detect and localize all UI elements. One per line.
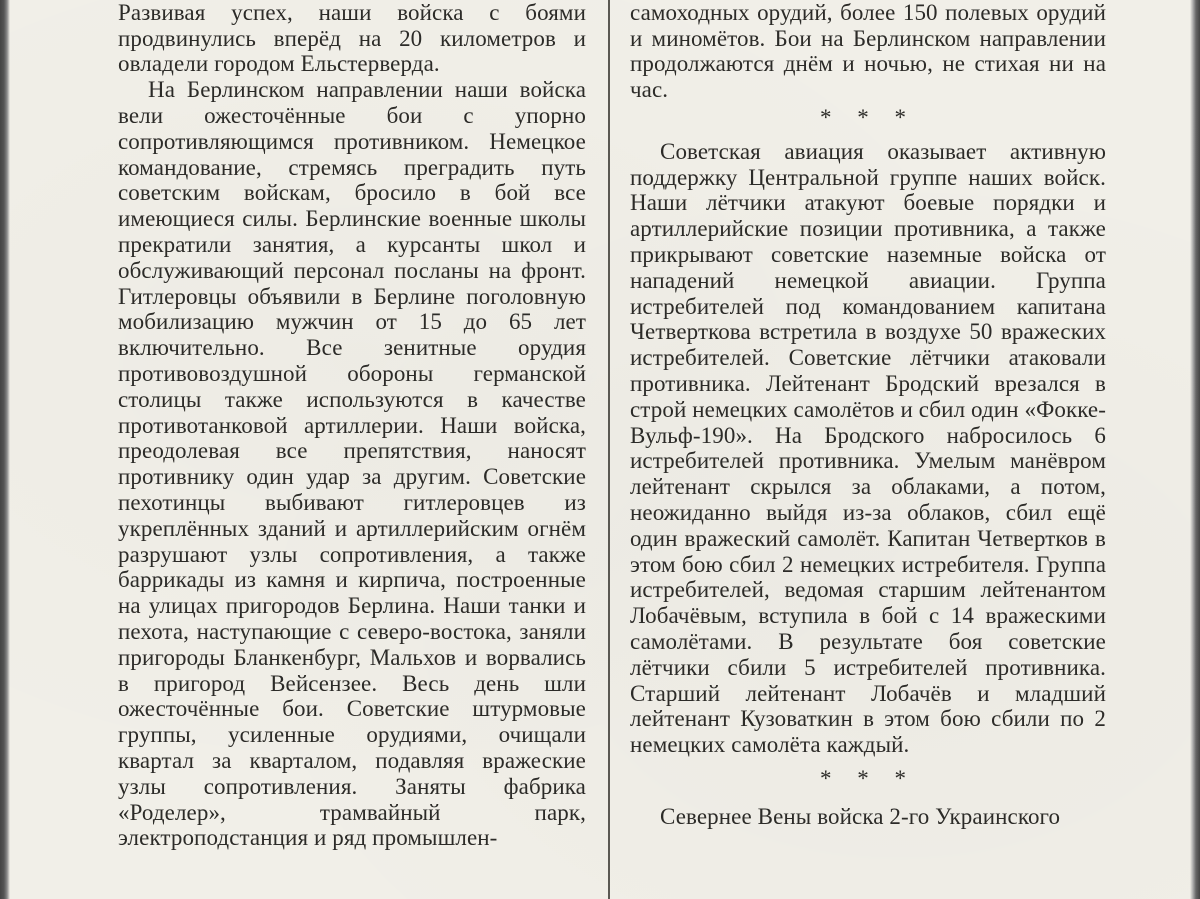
left-column — [118, 0, 586, 851]
right-column-paragraph-2: Советская авиация оказывает активную поддержку Центральной группе наших войск. Наши лётчики атакуют боевые порядки и артиллерийские позиции противника, а также прикрывают советские наземные войска от нападений немецкой авиации. Группа истребителей под командованием капитана Четверткова встретила в воздухе 50 вражеских истребителей. Советские лётчики атаковали противника. Лейтенант Бродский врезался в строй немецких самолётов и сбил один «Фокке-Вульф-190». На Бродского набросилось 6 истребителей противника. Умелым манёвром лейтенант скрылся за облаками, а потом, неожиданно выйдя из-за облаков, сбил ещё один вражеский самолёт. Капитан Четвертков в этом бою сбил 2 немецких истребителя. Группа истребителей, ведомая старшим лейтенантом Лобачёвым, вступила в бой с 14 вражескими самолётами. В результате боя советские лётчики сбили 5 истребителей противника. Старший лейтенант Лобачёв и младший лейтенант Кузоваткин в этом бою сбили по 2 немецких самолёта каждый. — [630, 138, 1106, 758]
column-divider — [608, 0, 610, 899]
left-column-paragraph-2: На Берлинском направлении наши войска вели ожесточённые бои с упорно сопротивляющимся противником. Немецкое командование, стремясь преградить путь советским войскам, бросило в бой все имеющиеся силы. Берлинские военные школы прекратили занятия, а курсанты школ и обслуживающий персонал посланы на фронт. Гитлеровцы объявили в Берлине поголовную мобилизацию мужчин от 15 до 65 лет включительно. Все зенитные орудия противовоздушной обороны германской столицы также используются в качестве противотанковой артиллерии. Наши войска, преодолевая все препятствия, наносят противнику один удар за другим. Советские пехотинцы выбивают гитлеровцев из укреплённых зданий и артиллерийским огнём разрушают узлы сопротивления, а также баррикады из камня и кирпича, построенные на улицах пригородов Берлина. Наши танки и пехота, наступающие с северо-востока, заняли пригороды Бланкенбург, Мальхов и ворвались в пригород Вейсензее. Весь день шли ожесточённые бои. Советские штурмовые группы, усиленные орудиями, очищали квартал за кварталом, подавляя вражеские узлы сопротивления. Заняты фабрика «Роделер», трамвайный парк, электроподстанция и ряд промышлен- — [118, 77, 586, 851]
section-separator-2: * * * — [820, 765, 916, 791]
page-right-edge — [1190, 0, 1200, 899]
right-column-paragraph-1: самоходных орудий, более 150 полевых орудий и миномётов. Бои на Берлинском направлении продолжаются днём и ночью, не стихая ни на час. — [630, 0, 1106, 103]
page-left-edge — [0, 0, 10, 899]
section-separator-1: * * * — [820, 104, 916, 130]
left-column-paragraph-1: Развивая успех, наши войска с боями продвинулись вперёд на 20 километров и овладели городом Ельстерверда. — [118, 0, 586, 77]
right-column-paragraph-3: Севернее Вены войска 2-го Украинского — [660, 803, 1061, 829]
right-column — [630, 0, 1106, 830]
